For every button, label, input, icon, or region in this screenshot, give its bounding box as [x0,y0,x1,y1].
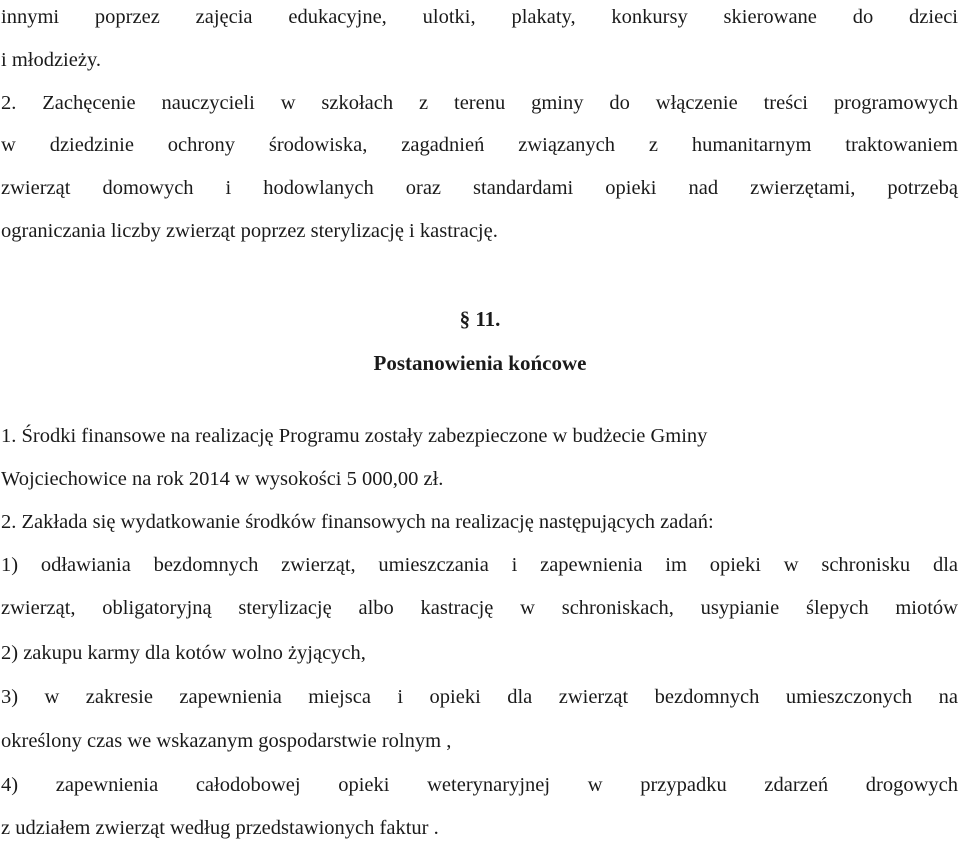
paragraph-line: zwierząt, obligatoryjną sterylizację albo kastrację w schroniskach, usypianie ślepych miotów [1,597,958,619]
section-number: § 11. [459,307,501,331]
section-title: Postanowienia końcowe [373,351,587,375]
paragraph-line: w dziedzinie ochrony środowiska, zagadnień związanych z humanitarnym traktowaniem [1,134,958,156]
paragraph-line: zwierząt domowych i hodowlanych oraz standardami opieki nad zwierzętami, potrzebą [1,177,958,199]
paragraph-line: 4) zapewnienia całodobowej opieki weterynaryjnej w przypadku zdarzeń drogowych [1,774,958,796]
paragraph-line: innymi poprzez zajęcia edukacyjne, ulotki, plakaty, konkursy skierowane do dzieci [1,6,958,28]
paragraph-line: Wojciechowice na rok 2014 w wysokości 5 000,00 zł. [1,468,444,490]
paragraph-line: 3) w zakresie zapewnienia miejsca i opieki dla zwierząt bezdomnych umieszczonych na [1,686,958,708]
paragraph-line: i młodzieży. [1,49,101,71]
paragraph-line: 1) odławiania bezdomnych zwierząt, umieszczania i zapewnienia im opieki w schronisku dla [1,554,958,576]
paragraph-line: 1. Środki finansowe na realizację Programu zostały zabezpieczone w budżecie Gminy [1,425,708,447]
paragraph-line: określony czas we wskazanym gospodarstwie rolnym , [1,730,452,752]
paragraph-line: 2) zakupu karmy dla kotów wolno żyjących, [1,642,366,664]
paragraph-line: z udziałem zwierząt według przedstawionych faktur . [1,817,439,839]
paragraph-line: 2. Zakłada się wydatkowanie środków finansowych na realizację następujących zadań: [1,511,714,533]
paragraph-line: ograniczania liczby zwierząt poprzez sterylizację i kastrację. [1,220,498,242]
paragraph-line: 2. Zachęcenie nauczycieli w szkołach z terenu gminy do włączenie treści programowych [1,92,958,114]
